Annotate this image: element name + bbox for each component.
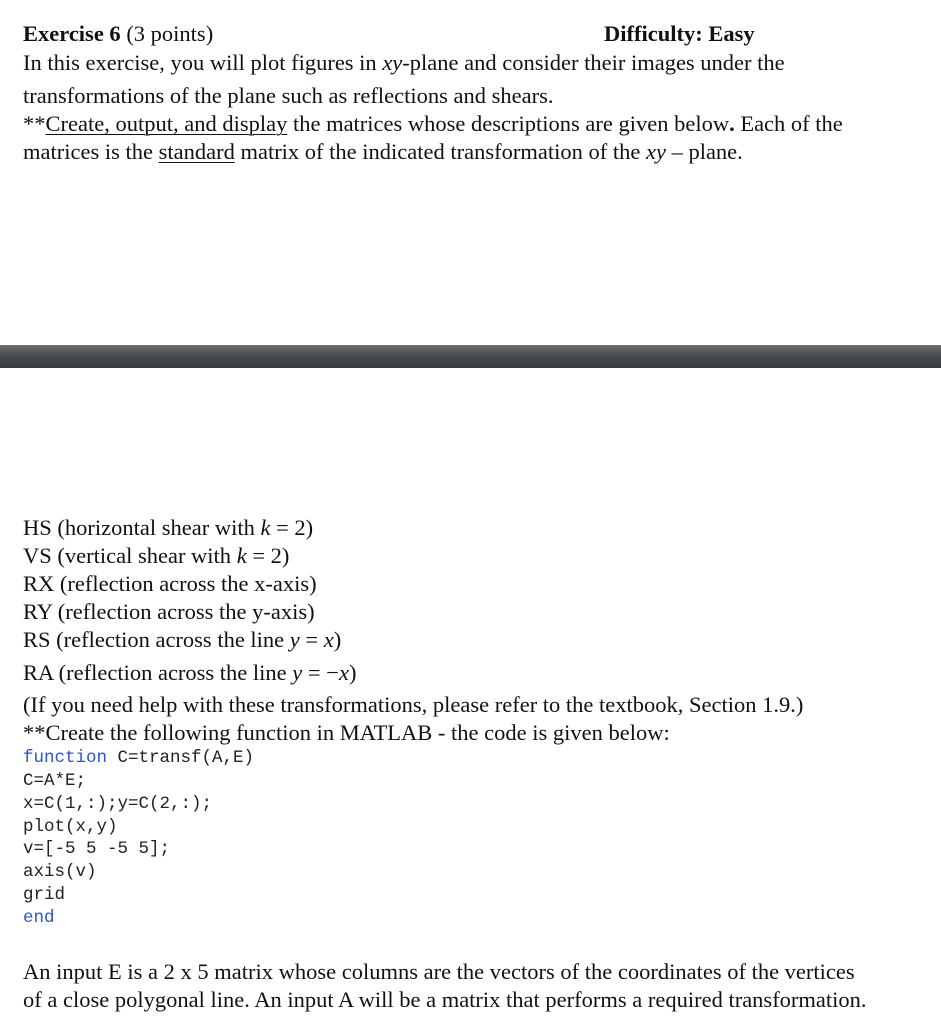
intro-line-4-a: matrices is the <box>23 139 159 164</box>
matrix-hs <box>23 517 313 540</box>
code-line-6: axis(v) <box>23 862 97 882</box>
matrix-rs-var-x: x <box>323 627 334 652</box>
matrix-vs-text: VS (vertical shear with <box>23 543 237 568</box>
matrix-rs-close: ) <box>333 627 342 652</box>
footer-line-1: An input E is a 2 x 5 matrix whose columns are the vectors of the coordinates of the vertices <box>23 959 855 984</box>
intro-line-4-var: xy <box>645 139 666 164</box>
matrix-ra-text: RA (reflection across the line <box>23 660 293 685</box>
help-text: (If you need help with these transformations, please refer to the textbook, Section 1.9.) <box>23 692 804 717</box>
code-line-7: grid <box>23 885 66 905</box>
matrix-hs-close: ) <box>305 515 314 540</box>
code-keyword-function: function <box>23 748 108 768</box>
matrix-hs-eq: = 2 <box>270 515 306 540</box>
matrix-ra-var-y: y <box>292 660 303 685</box>
intro-line-3-prefix: ** <box>23 111 46 136</box>
intro-line-1-b: -plane and consider their images under the <box>402 50 785 75</box>
difficulty-label: Difficulty: Easy <box>604 21 755 46</box>
intro-line-4 <box>23 141 743 164</box>
matrix-vs <box>23 545 289 568</box>
page-divider <box>0 345 941 368</box>
intro-line-1 <box>23 52 785 75</box>
intro-line-2: transformations of the plane such as reflections and shears. <box>23 83 554 108</box>
matrix-rs-eq: = <box>299 627 324 652</box>
intro-line-3-underlined: Create, output, and display <box>45 111 288 136</box>
matrix-ra-eq: = − <box>302 660 339 685</box>
intro-line-3-dot: . <box>729 111 735 136</box>
matrix-ry: RY (reflection across the y-axis) <box>23 599 315 624</box>
intro-line-4-underlined: standard <box>158 139 235 164</box>
intro-line-4-c: – plane. <box>665 139 743 164</box>
matrix-rs-text: RS (reflection across the line <box>23 627 290 652</box>
intro-line-4-b: matrix of the indicated transformation of the <box>234 139 646 164</box>
matrix-vs-close: ) <box>281 543 290 568</box>
intro-line-1-a: In this exercise, you will plot figures in <box>23 50 383 75</box>
code-line-3: x=C(1,:);y=C(2,:); <box>23 794 213 814</box>
matrix-rs <box>23 629 341 652</box>
code-line-4: plot(x,y) <box>23 817 118 837</box>
matrix-vs-eq: = 2 <box>246 543 282 568</box>
code-line-5: v=[-5 5 -5 5]; <box>23 839 171 859</box>
create-instruction: **Create the following function in MATLAB - the code is given below: <box>23 720 670 745</box>
code-keyword-end: end <box>23 908 55 928</box>
matrix-rs-var-y: y <box>289 627 300 652</box>
code-line-2: C=A*E; <box>23 771 87 791</box>
matrix-ra-var-x: x <box>338 660 349 685</box>
matrix-ra <box>23 662 356 685</box>
intro-line-3-end: Each of the <box>734 111 843 136</box>
intro-line-1-var: xy <box>382 50 403 75</box>
matrix-hs-text: HS (horizontal shear with <box>23 515 261 540</box>
exercise-number: Exercise 6 <box>23 21 121 46</box>
matrix-rx: RX (reflection across the x-axis) <box>23 571 317 596</box>
exercise-points: (3 points) <box>126 21 214 46</box>
code-line-1-rest: C=transf(A,E) <box>107 748 255 768</box>
exercise-title <box>23 23 213 46</box>
intro-line-3 <box>23 113 843 136</box>
matrix-vs-var: k <box>236 543 247 568</box>
matrix-hs-var: k <box>260 515 271 540</box>
intro-line-3-mid: the matrices whose descriptions are given below <box>287 111 730 136</box>
code-line-1 <box>23 750 254 768</box>
matrix-ra-close: ) <box>348 660 357 685</box>
footer-line-2: of a close polygonal line. An input A will be a matrix that performs a required transformation. <box>23 987 867 1012</box>
